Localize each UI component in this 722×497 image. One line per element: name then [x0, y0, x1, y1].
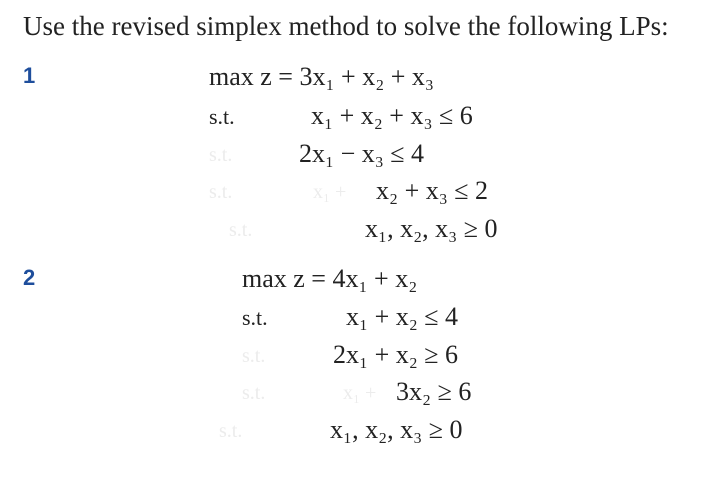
- constraint-3: x₂ + x₃ ≤ 2: [376, 176, 489, 205]
- objective-function: max z = 3x₁ + x₂ + x₃: [209, 62, 434, 91]
- faded-artifact: x₁ +: [313, 181, 347, 203]
- faded-artifact: x₁ +: [343, 382, 377, 404]
- faded-artifact: s.t.: [209, 144, 233, 166]
- nonnegativity-constraint: x₁, x₂, x₃ ≥ 0: [365, 214, 498, 243]
- faded-artifact: s.t.: [209, 181, 233, 203]
- faded-artifact: s.t.: [242, 382, 266, 404]
- constraint-3: 3x₂ ≥ 6: [396, 377, 472, 406]
- nonnegativity-constraint: x₁, x₂, x₃ ≥ 0: [330, 415, 463, 444]
- constraint-1: x₁ + x₂ ≤ 4: [346, 302, 459, 331]
- faded-artifact: s.t.: [229, 219, 253, 241]
- problem-number: 2: [23, 265, 36, 290]
- faded-artifact: s.t.: [242, 345, 266, 367]
- constraint-1: x₁ + x₂ + x₃ ≤ 6: [311, 101, 473, 130]
- faded-artifact: s.t.: [219, 420, 243, 442]
- problem-number: 1: [23, 63, 36, 88]
- objective-function: max z = 4x₁ + x₂: [242, 264, 418, 293]
- exercise-heading: Use the revised simplex method to solve the following LPs:: [23, 11, 669, 41]
- constraint-2: 2x₁ + x₂ ≥ 6: [333, 340, 459, 369]
- subject-to-label: s.t.: [209, 104, 235, 129]
- constraint-2: 2x₁ − x₃ ≤ 4: [299, 139, 425, 168]
- subject-to-label: s.t.: [242, 305, 268, 330]
